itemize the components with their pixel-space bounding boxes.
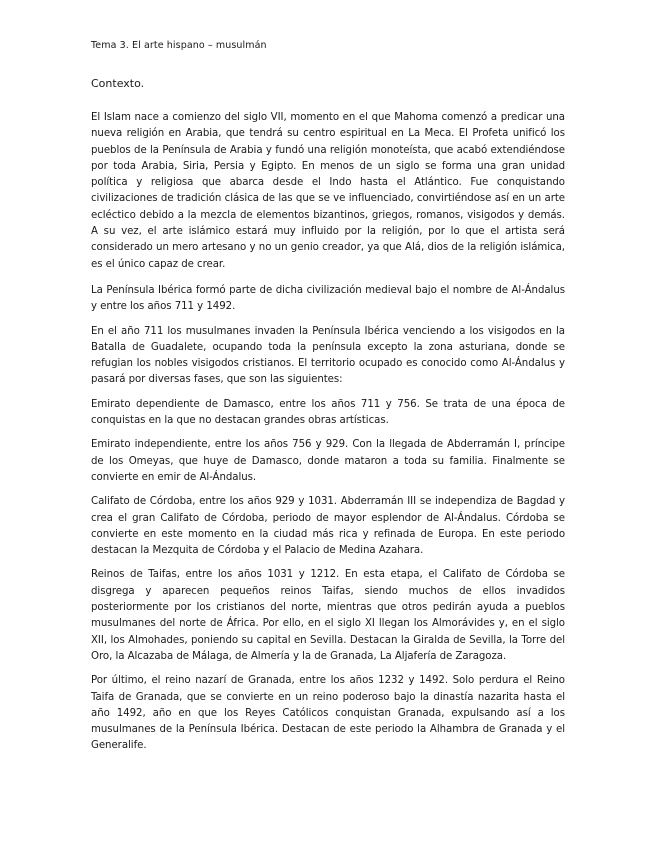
paragraph-islam-origins: El Islam nace a comienzo del siglo VII, momento en el que Mahoma comenzó a predicar una nueva religión en Arabia, que tendrá su centro espiritual en La Meca. El Profeta unificó los pueblos de la Península de Arabia y fundó una religión monoteísta, que acabó extendiéndose por toda Arabia, Siria, Persia y Egipto. En menos de un siglo se forma una gran unidad política y religiosa que abarca desde el Indo hasta el Atlántico. Fue conquistando civilizaciones de tradición clásica de las que se ve influenciado, convirtiéndose así en un arte ecléctico debido a la mezcla de elementos bizantinos, griegos, romanos, visigodos y demás. A su vez, el arte islámico estará muy influido por la religión, por lo que el artista será considerado un mero artesano y no un genio creador, ya que Alá, dios de la religión islámica, es el único capaz de crear. <box>91 112 565 270</box>
paragraph-reinos-taifas: Reinos de Taifas, entre los años 1031 y 1212. En esta etapa, el Califato de Córdoba se disgrega y aparecen pequeños reinos Taifas, siendo muchos de ellos invadidos posteriormente por los cristianos del norte, mientras que otros pedirán ayuda a pueblos musulmanes del norte de África. Por ello, en el siglo XI llegan los Almorávides y, en el siglo XII, los Almohades, poniendo su capital en Sevilla. Destacan la Giralda de Sevilla, la Torre del Oro, la Alcazaba de Málaga, de Almería y la de Granada, La Aljafería de Zaragoza. <box>91 569 565 662</box>
document-body <box>91 110 565 763</box>
section-heading: Contexto. <box>91 77 145 90</box>
paragraph-emirato-independiente: Emirato independiente, entre los años 756 y 929. Con la llegada de Abderramán I, príncipe de los Omeyas, que huye de Damasco, donde mataron a toda su familia. Finalmente se convierte en emir de Al-Ándalus. <box>91 439 565 483</box>
paragraph-califato-cordoba: Califato de Córdoba, entre los años 929 y 1031. Abderramán III se independiza de Bagdad y crea el gran Califato de Córdoba, periodo de mayor esplendor de Al-Ándalus. Córdoba se convierte en este momento en la ciudad más rica y refinada de Europa. En este periodo destacan la Mezquita de Córdoba y el Palacio de Medina Azahara. <box>91 496 565 557</box>
paragraph-emirato-dependiente: Emirato dependiente de Damasco, entre los años 711 y 756. Se trata de una época de conquistas en la que no destacan grandes obras artísticas. <box>91 398 565 427</box>
document-header: Tema 3. El arte hispano – musulmán <box>91 40 267 51</box>
paragraph-reino-nazari: Por último, el reino nazarí de Granada, entre los años 1232 y 1492. Solo perdura el Reino Taifa de Granada, que se convierte en un reino poderoso bajo la dinastía nazarita hasta el año 1492, año en que los Reyes Católicos conquistan Granada, expulsando así a los musulmanes de la Península Ibérica. Destacan de este periodo la Alhambra de Granada y el Generalife. <box>91 675 565 752</box>
paragraph-invasion-711: En el año 711 los musulmanes invaden la Península Ibérica venciendo a los visigodos en la Batalla de Guadalete, ocupando toda la península excepto la zona asturiana, donde se refugian los nobles visigodos cristianos. El territorio ocupado es conocido como Al-Ándalus y pasará por diversas fases, que son las siguientes: <box>91 325 565 386</box>
paragraph-al-andalus: La Península Ibérica formó parte de dicha civilización medieval bajo el nombre de Al-Ándalus y entre los años 711 y 1492. <box>91 284 565 313</box>
